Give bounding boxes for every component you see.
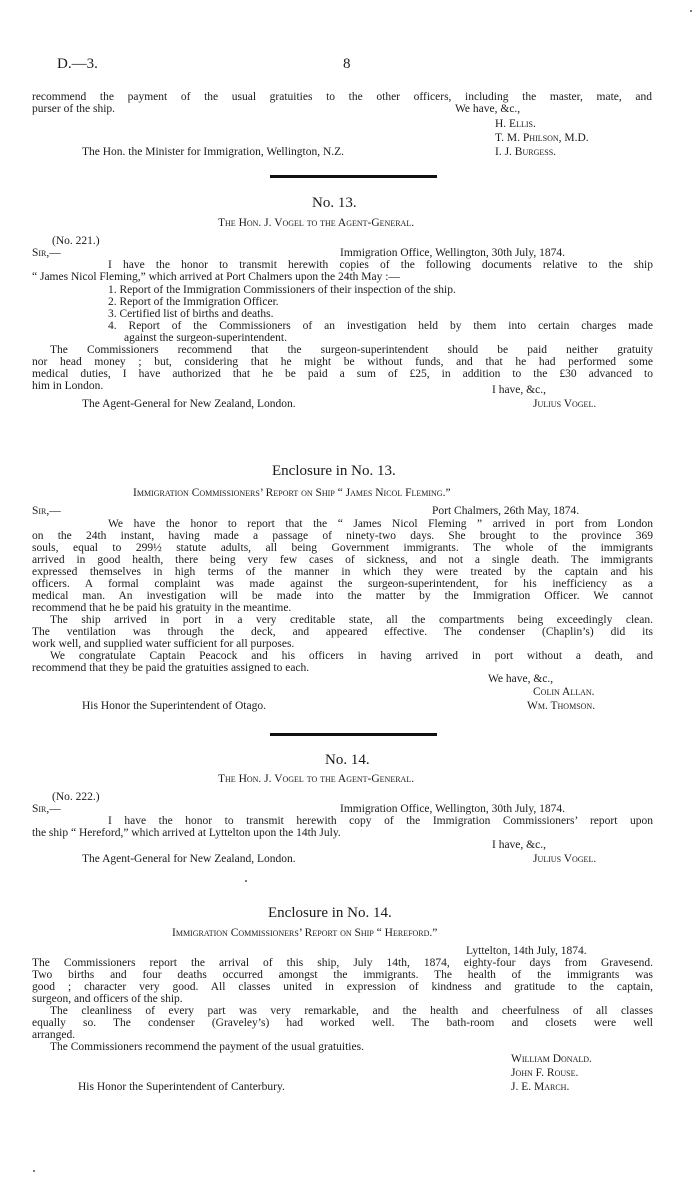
text-line: equally so. The condenser (Graveley’s) had worked well. The bath-room and closets were well — [32, 1017, 653, 1029]
text-line: officers. A formal complaint was made against the surgeon-superintendent, for his inefficiency as a — [32, 578, 653, 590]
place-date: Lyttelton, 14th July, 1874. — [466, 945, 587, 957]
text-line: expressed themselves in high terms of the manner in which they were treated by the captain and his — [32, 566, 653, 578]
addressee: The Hon. the Minister for Immigration, Wellington, N.Z. — [82, 146, 345, 158]
text-line: I have the honor to transmit herewith copies of the following documents relative to the ship — [108, 259, 653, 271]
signature: Colin Allan. — [533, 686, 595, 698]
document-code: D.—3. — [57, 56, 98, 72]
text-line: recommend the payment of the usual gratuities to the other officers, including the master, mate, and — [32, 91, 652, 103]
text-line: good ; character very good. All classes united in expression of kindness and gratitude to the captain, — [32, 981, 653, 993]
closing-line: I have, &c., — [492, 839, 546, 851]
signature: John F. Rouse. — [511, 1067, 579, 1079]
text-line: nor head money ; but, considering that he might be without funds, and that he had performed some — [32, 356, 653, 368]
text-line: surgeon, and officers of the ship. — [32, 993, 183, 1005]
text-line: The ventilation was through the deck, and appeared effective. The condenser (Chaplin’s) did its — [32, 626, 653, 638]
list-item: 4. Report of the Commissioners of an investigation held by them into certain charges made — [108, 320, 653, 332]
text-line: The Commissioners report the arrival of this ship, July 14th, 1874, eighty-four days from Gravesend. — [32, 957, 653, 969]
place-date: Port Chalmers, 26th May, 1874. — [432, 505, 580, 517]
addressee: The Agent-General for New Zealand, London. — [82, 398, 296, 410]
signature: Julius Vogel. — [533, 853, 597, 865]
text-line: recommend that he be paid his gratuity in the meantime. — [32, 602, 292, 614]
closing-line: I have, &c., — [492, 384, 546, 396]
signature: T. M. Philson, M.D. — [495, 132, 589, 144]
section-heading: No. 13. — [312, 195, 357, 211]
scan-speck — [33, 1170, 35, 1172]
text-line: I have the honor to transmit herewith copy of the Immigration Commissioners’ report upon — [108, 815, 653, 827]
text-line: him in London. — [32, 380, 104, 392]
text-line: medical duties, I have authorized that he be paid a sum of £25, in addition to the £30 advanced to — [32, 368, 653, 380]
letter-ref: (No. 221.) — [52, 235, 100, 247]
text-line: We have the honor to report that the “ James Nicol Fleming ” arrived in port from London — [108, 518, 653, 530]
closing-line: We have, &c., — [455, 103, 521, 115]
section-subheading: The Hon. J. Vogel to the Agent-General. — [218, 773, 415, 785]
closing-line: We have, &c., — [488, 673, 554, 685]
text-line: work well, and supplied water sufficient for all purposes. — [32, 638, 295, 650]
section-subheading: The Hon. J. Vogel to the Agent-General. — [218, 217, 415, 229]
section-subheading: Immigration Commissioners’ Report on Ship “ Hereford.” — [172, 927, 438, 939]
page-number: 8 — [343, 56, 351, 72]
scan-speck — [690, 10, 692, 12]
text-line: arrived in good health, there being very few cases of sickness, and not a single death. The immigrants — [32, 554, 653, 566]
list-item: 1. Report of the Immigration Commissioners of their inspection of the ship. — [108, 284, 456, 296]
signature: I. J. Burgess. — [495, 146, 557, 158]
addressee: His Honor the Superintendent of Canterbury. — [78, 1081, 285, 1093]
text-line: the ship “ Hereford,” which arrived at Lyttelton upon the 14th July. — [32, 827, 341, 839]
place-date: Immigration Office, Wellington, 30th July, 1874. — [340, 803, 566, 815]
list-item-continuation: against the surgeon-superintendent. — [124, 332, 287, 344]
section-heading: Enclosure in No. 14. — [268, 905, 392, 921]
section-divider — [270, 733, 437, 736]
letter-ref: (No. 222.) — [52, 791, 100, 803]
salutation: Sir,— — [32, 247, 61, 259]
salutation: Sir,— — [32, 803, 61, 815]
signature: J. E. March. — [511, 1081, 570, 1093]
section-divider — [270, 175, 437, 178]
text-line: medical man. An investigation will be made into the matter by the Immigration Officer. We cannot — [32, 590, 653, 602]
text-line: The Commissioners recommend the payment of the usual gratuities. — [50, 1041, 364, 1053]
place-date: Immigration Office, Wellington, 30th July, 1874. — [340, 247, 566, 259]
salutation: Sir,— — [32, 505, 61, 517]
text-line: We congratulate Captain Peacock and his officers in having arrived in port without a death, and — [50, 650, 653, 662]
text-line: The Commissioners recommend that the surgeon-superintendent should be paid neither gratuity — [50, 344, 653, 356]
signature: Wm. Thomson. — [527, 700, 596, 712]
section-heading: Enclosure in No. 13. — [272, 463, 396, 479]
section-subheading: Immigration Commissioners’ Report on Ship “ James Nicol Fleming.” — [133, 487, 451, 499]
text-line: “ James Nicol Fleming,” which arrived at Port Chalmers upon the 24th May :— — [32, 271, 400, 283]
signature: William Donald. — [511, 1053, 592, 1065]
addressee: His Honor the Superintendent of Otago. — [82, 700, 266, 712]
text-line: recommend that they be paid the gratuities assigned to each. — [32, 662, 310, 674]
text-line: purser of the ship. — [32, 103, 116, 115]
text-line: souls, equal to 299½ statute adults, all being Government immigrants. The whole of the immigrants — [32, 542, 653, 554]
section-heading: No. 14. — [325, 752, 370, 768]
addressee: The Agent-General for New Zealand, London. — [82, 853, 296, 865]
signature: H. Ellis. — [495, 118, 536, 130]
list-item: 3. Certified list of births and deaths. — [108, 308, 274, 320]
text-line: The ship arrived in port in a very creditable state, all the compartments being exceedingly clean. — [50, 614, 653, 626]
text-line: The cleanliness of every part was very remarkable, and the health and cheerfulness of all classes — [50, 1005, 653, 1017]
scan-speck — [245, 880, 247, 882]
list-item: 2. Report of the Immigration Officer. — [108, 296, 279, 308]
text-line: arranged. — [32, 1029, 76, 1041]
signature: Julius Vogel. — [533, 398, 597, 410]
text-line: Two births and four deaths occurred amongst the immigrants. The health of the immigrants was — [32, 969, 653, 981]
text-line: on the 24th instant, having made a passage of ninety-two days. She brought to the province 369 — [32, 530, 653, 542]
